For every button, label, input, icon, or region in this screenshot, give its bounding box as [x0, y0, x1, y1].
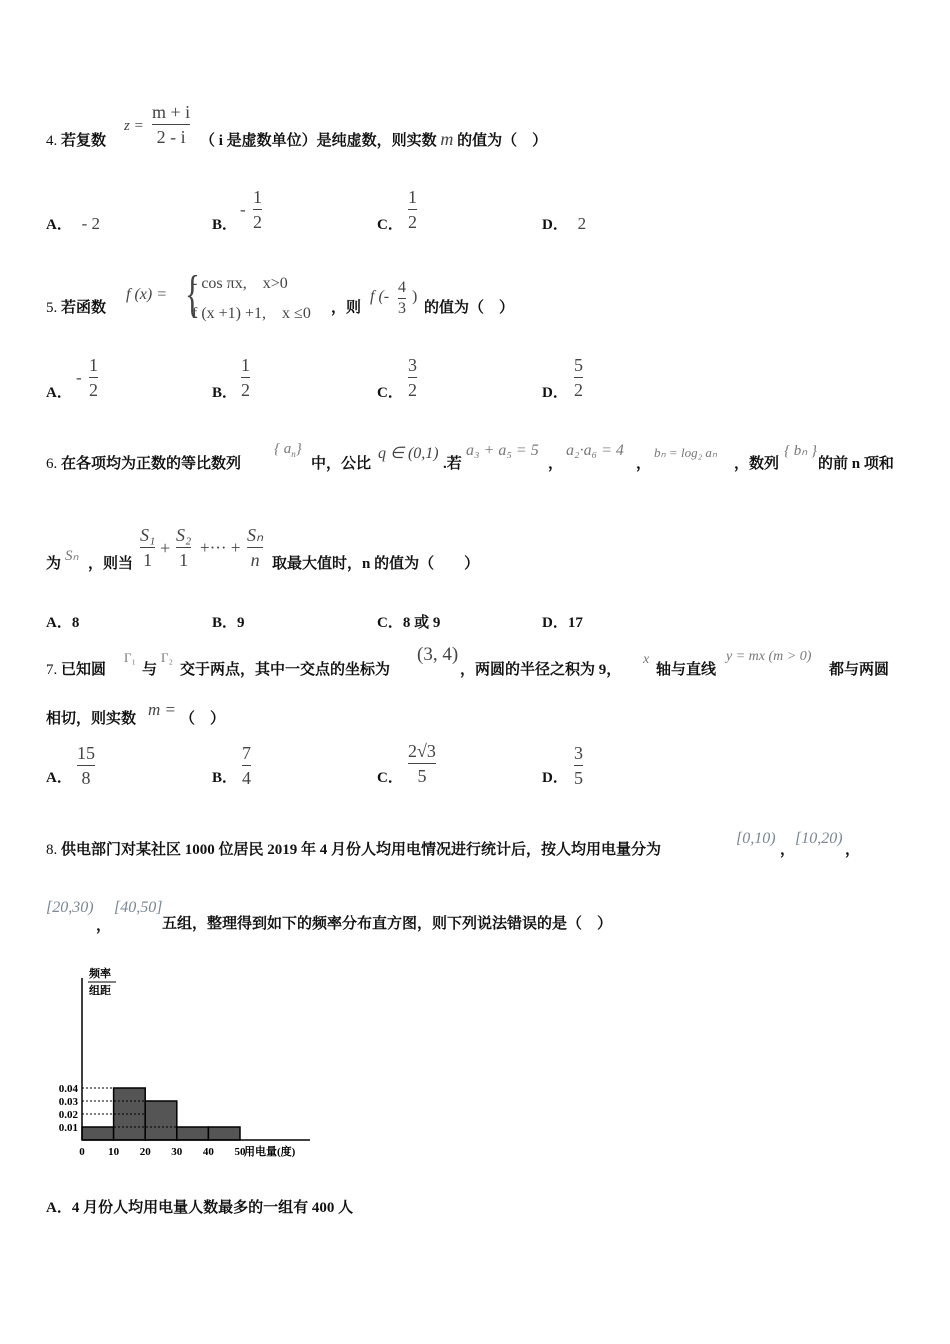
q4-z-eq: z =	[124, 118, 144, 134]
q4-option-a-label: A．	[46, 217, 72, 233]
q5-option-a-label: A．	[46, 385, 72, 401]
q6-option-c-value: 8 或 9	[402, 615, 441, 631]
q7-option-c-label: C．	[377, 770, 403, 786]
x-tick-label: 50	[234, 1146, 246, 1158]
q7-option-c-den: 5	[417, 766, 427, 786]
q7-option-b-label: B．	[212, 770, 238, 786]
q7-option-b[interactable]	[212, 766, 237, 787]
q6-tail1: 的前 n 项和	[818, 456, 894, 472]
q6-sep1: ，	[548, 456, 564, 472]
q5-option-c-frac	[408, 354, 417, 401]
q5-option-b-num: 1	[241, 355, 250, 375]
x-tick-label: 10	[108, 1146, 120, 1158]
q4-stem	[46, 129, 106, 150]
q5-case1: - cos πx, x>0	[192, 275, 288, 292]
q6-option-d-label: D．	[542, 615, 568, 631]
x-tick-label: 0	[79, 1146, 85, 1158]
q5-option-a[interactable]	[46, 381, 72, 402]
q4-option-d-value: 2	[577, 214, 587, 233]
q7-xaxis: x	[643, 652, 650, 667]
q6-frac-1-den: 1	[143, 550, 153, 570]
q7-meq: m =	[148, 700, 176, 719]
q6-an	[274, 441, 302, 459]
q7-option-d-num: 3	[574, 743, 583, 763]
q7-option-b-frac	[242, 742, 251, 789]
q6-mid1: 中，公比	[311, 456, 372, 472]
q5-lead: 若函数	[61, 300, 107, 316]
y-tick-label: 0.03	[58, 1096, 78, 1108]
q7-line: y = mx (m > 0)	[726, 649, 812, 664]
q5-option-b-label: B．	[212, 385, 238, 401]
q6-cond3: bₙ = log₂ aₙ	[654, 445, 718, 460]
q6-frac-2-den: 1	[179, 550, 189, 570]
q7-line2: 相切，则实数	[46, 711, 137, 727]
q4-option-b-frac	[253, 186, 262, 233]
q4-option-b[interactable]	[212, 213, 237, 234]
q7-option-d[interactable]	[542, 766, 568, 787]
q6-frac-1	[140, 524, 155, 571]
q6-option-d[interactable]	[542, 611, 583, 632]
q8-interval-4: [40,50]	[114, 899, 163, 916]
q7-g1: Γ₁	[124, 650, 137, 665]
q4-option-b-den: 2	[253, 212, 262, 232]
y-axis-label-bottom: 组距	[89, 985, 111, 997]
y-tick-label: 0.02	[58, 1109, 78, 1121]
q5-option-d-frac	[574, 354, 583, 401]
q4-lead: 若复数	[61, 133, 107, 149]
q5-option-d[interactable]	[542, 381, 568, 402]
q7-point: (3, 4)	[417, 644, 459, 665]
q5-stem	[46, 296, 106, 317]
q7-g2: Γ₂	[161, 650, 174, 665]
y-axis-label-top: 频率	[89, 968, 111, 980]
q6-an-sub: n	[291, 449, 296, 459]
q7-number: 7.	[46, 662, 58, 678]
x-tick-label: 30	[171, 1146, 183, 1158]
q5-option-c-label: C．	[377, 385, 403, 401]
q7-mid2: ，两圆的半径之积为 9，	[460, 662, 622, 678]
q6-lead: 在各项均为正数的等比数列	[61, 456, 242, 472]
q5-mid: ，则	[331, 300, 362, 316]
q8-number: 8.	[46, 842, 58, 858]
q4-fraction	[152, 101, 190, 148]
q7-option-b-den: 4	[242, 768, 251, 788]
q6-mid2: .若	[443, 456, 462, 472]
x-tick-label: 20	[139, 1146, 151, 1158]
q6-cond2: a₂·a₆ = 4	[566, 442, 624, 459]
q7-option-b-num: 7	[242, 743, 251, 763]
q6-line2-tail: 取最大值时，n 的值为（ ）	[272, 556, 480, 572]
q4-mid: （ i 是虚数单位）是纯虚数，则实数	[200, 133, 437, 149]
q7-option-a-num: 15	[77, 743, 95, 763]
q8-interval-3: [20,30)	[46, 899, 94, 916]
q6-plus1: +	[160, 538, 171, 558]
q8-sep-1: ，	[780, 842, 796, 858]
q7-option-a-frac	[77, 742, 95, 789]
q5-tail: 的值为（ ）	[424, 300, 515, 316]
q4-option-c-label: C．	[377, 217, 403, 233]
q4-number: 4.	[46, 133, 58, 149]
q7-tail1: 都与两圆	[829, 662, 890, 678]
q7-option-a[interactable]	[46, 766, 72, 787]
q5-option-b[interactable]	[212, 381, 237, 402]
q5-option-a-num: 1	[89, 355, 98, 375]
q7-lead: 已知圆	[61, 662, 107, 678]
q6-stem	[46, 452, 241, 473]
q5-fx: f (x) =	[126, 286, 167, 303]
q7-option-c-num: 2√3	[408, 741, 436, 761]
q5-f-arg-frac	[398, 279, 406, 318]
q8-sep-2: ，	[96, 918, 112, 934]
q4-option-d-label: D．	[542, 217, 568, 233]
q6-option-b-label: B．	[212, 615, 238, 631]
q6-frac-2-num: S₂	[176, 525, 192, 545]
q6-sep2: ，	[636, 456, 652, 472]
q6-mid3: ，数列	[734, 456, 780, 472]
q7-option-a-label: A．	[46, 770, 72, 786]
q5-brace: {	[184, 266, 200, 323]
q4-option-c-den: 2	[408, 212, 417, 232]
q5-f-arg-den: 3	[398, 300, 406, 317]
q7-option-d-frac	[574, 742, 583, 789]
q5-case2: f (x +1) +1, x ≤0	[192, 305, 311, 322]
q7-tail2: （ ）	[180, 711, 226, 727]
q5-option-d-label: D．	[542, 385, 568, 401]
q4-option-a[interactable]	[46, 213, 100, 234]
q6-option-c[interactable]	[377, 611, 440, 632]
q8-interval-1: [0,10)	[736, 830, 776, 847]
q4-var: m	[440, 129, 454, 149]
q7-mid3: 轴与直线	[656, 662, 717, 678]
q7-option-c[interactable]	[377, 766, 403, 787]
q4-option-c-num: 1	[408, 187, 417, 207]
y-tick-label: 0.01	[58, 1122, 78, 1134]
q7-option-d-label: D．	[542, 770, 568, 786]
q7-mid1: 交于两点，其中一交点的坐标为	[180, 662, 391, 678]
histogram-bar-4	[177, 1127, 209, 1140]
q8-option-a[interactable]: A．4 月份人均用电量人数最多的一组有 400 人	[46, 1200, 354, 1216]
x-axis-label: 用电量(度)	[244, 1146, 296, 1158]
q5-f-arg-prefix: f (-	[370, 288, 390, 305]
q4-option-c-frac	[408, 186, 417, 233]
q6-option-b-value: 9	[237, 615, 245, 631]
q5-option-b-frac	[241, 354, 250, 401]
q5-f-arg-close: )	[412, 288, 418, 305]
q6-option-a[interactable]	[46, 611, 79, 632]
q6-option-c-label: C．	[377, 615, 403, 631]
q4-mid-wrap	[200, 129, 547, 150]
q6-option-a-label: A．	[46, 615, 72, 631]
q6-frac-1-num: S₁	[140, 525, 156, 545]
q4-frac-den: 2 - i	[156, 127, 186, 147]
q6-frac-3	[247, 524, 263, 571]
q5-option-c-den: 2	[408, 380, 417, 400]
q8-comma-end: ，	[845, 842, 861, 858]
q7-option-d-den: 5	[574, 768, 583, 788]
q6-dots: +··· +	[200, 538, 241, 557]
q5-option-c-num: 3	[408, 355, 417, 375]
q7-option-a-den: 8	[81, 768, 91, 788]
q6-frac-3-num: Sₙ	[247, 525, 264, 545]
q5-option-a-den: 2	[89, 380, 98, 400]
histogram-bar-1	[82, 1127, 114, 1140]
q8-stem	[46, 838, 661, 859]
q8-text2: 五组，整理得到如下的频率分布直方图，则下列说法错误的是（ ）	[162, 916, 613, 932]
q7-and: 与	[142, 662, 158, 678]
q4-frac-num: m + i	[152, 102, 191, 122]
q6-bn: { bₙ }	[784, 443, 817, 459]
x-tick-label: 40	[202, 1146, 214, 1158]
q6-sn: Sₙ	[65, 548, 79, 564]
histogram-bar-5	[208, 1127, 240, 1140]
q4-option-a-value: - 2	[81, 214, 101, 233]
q5-option-a-sign: -	[76, 368, 82, 387]
q6-option-b[interactable]	[212, 611, 245, 632]
q4-option-d[interactable]	[542, 213, 586, 234]
q4-option-b-num: 1	[253, 187, 262, 207]
q5-number: 5.	[46, 300, 58, 316]
y-tick-label: 0.04	[58, 1083, 78, 1095]
q4-tail: 的值为（ ）	[457, 133, 548, 149]
q6-option-d-value: 17	[567, 615, 583, 631]
q6-q-range: q ∈ (0,1)	[378, 445, 439, 462]
q4-option-b-label: B．	[212, 217, 238, 233]
q5-option-a-frac	[89, 354, 98, 401]
q7-option-c-frac	[408, 740, 436, 787]
q5-option-b-den: 2	[241, 380, 250, 400]
q6-cond1: a₃ + a₅ = 5	[466, 442, 539, 459]
q6-line2-lead: 为	[46, 556, 62, 572]
q7-stem	[46, 658, 106, 679]
q6-frac-3-den: n	[250, 550, 260, 570]
q4-option-b-sign: -	[240, 200, 246, 219]
q6-an-open: { a	[274, 441, 292, 457]
q6-frac-2	[176, 524, 191, 571]
histogram-bar-3	[145, 1101, 177, 1140]
q8-interval-2: [10,20)	[795, 830, 843, 847]
q5-f-arg-num: 4	[398, 279, 406, 296]
frequency-histogram	[40, 960, 340, 1165]
q8-text1: 供电部门对某社区 1000 位居民 2019 年 4 月份人均用电情况进行统计后，按人均用电量分为	[61, 842, 662, 858]
q5-option-d-num: 5	[574, 355, 583, 375]
q6-an-close: }	[295, 441, 302, 457]
q5-option-d-den: 2	[574, 380, 583, 400]
q6-option-a-value: 8	[71, 615, 80, 631]
q6-line2-mid: ，则当	[88, 556, 134, 572]
q4-option-c[interactable]	[377, 213, 403, 234]
q5-option-c[interactable]	[377, 381, 403, 402]
q6-number: 6.	[46, 456, 58, 472]
